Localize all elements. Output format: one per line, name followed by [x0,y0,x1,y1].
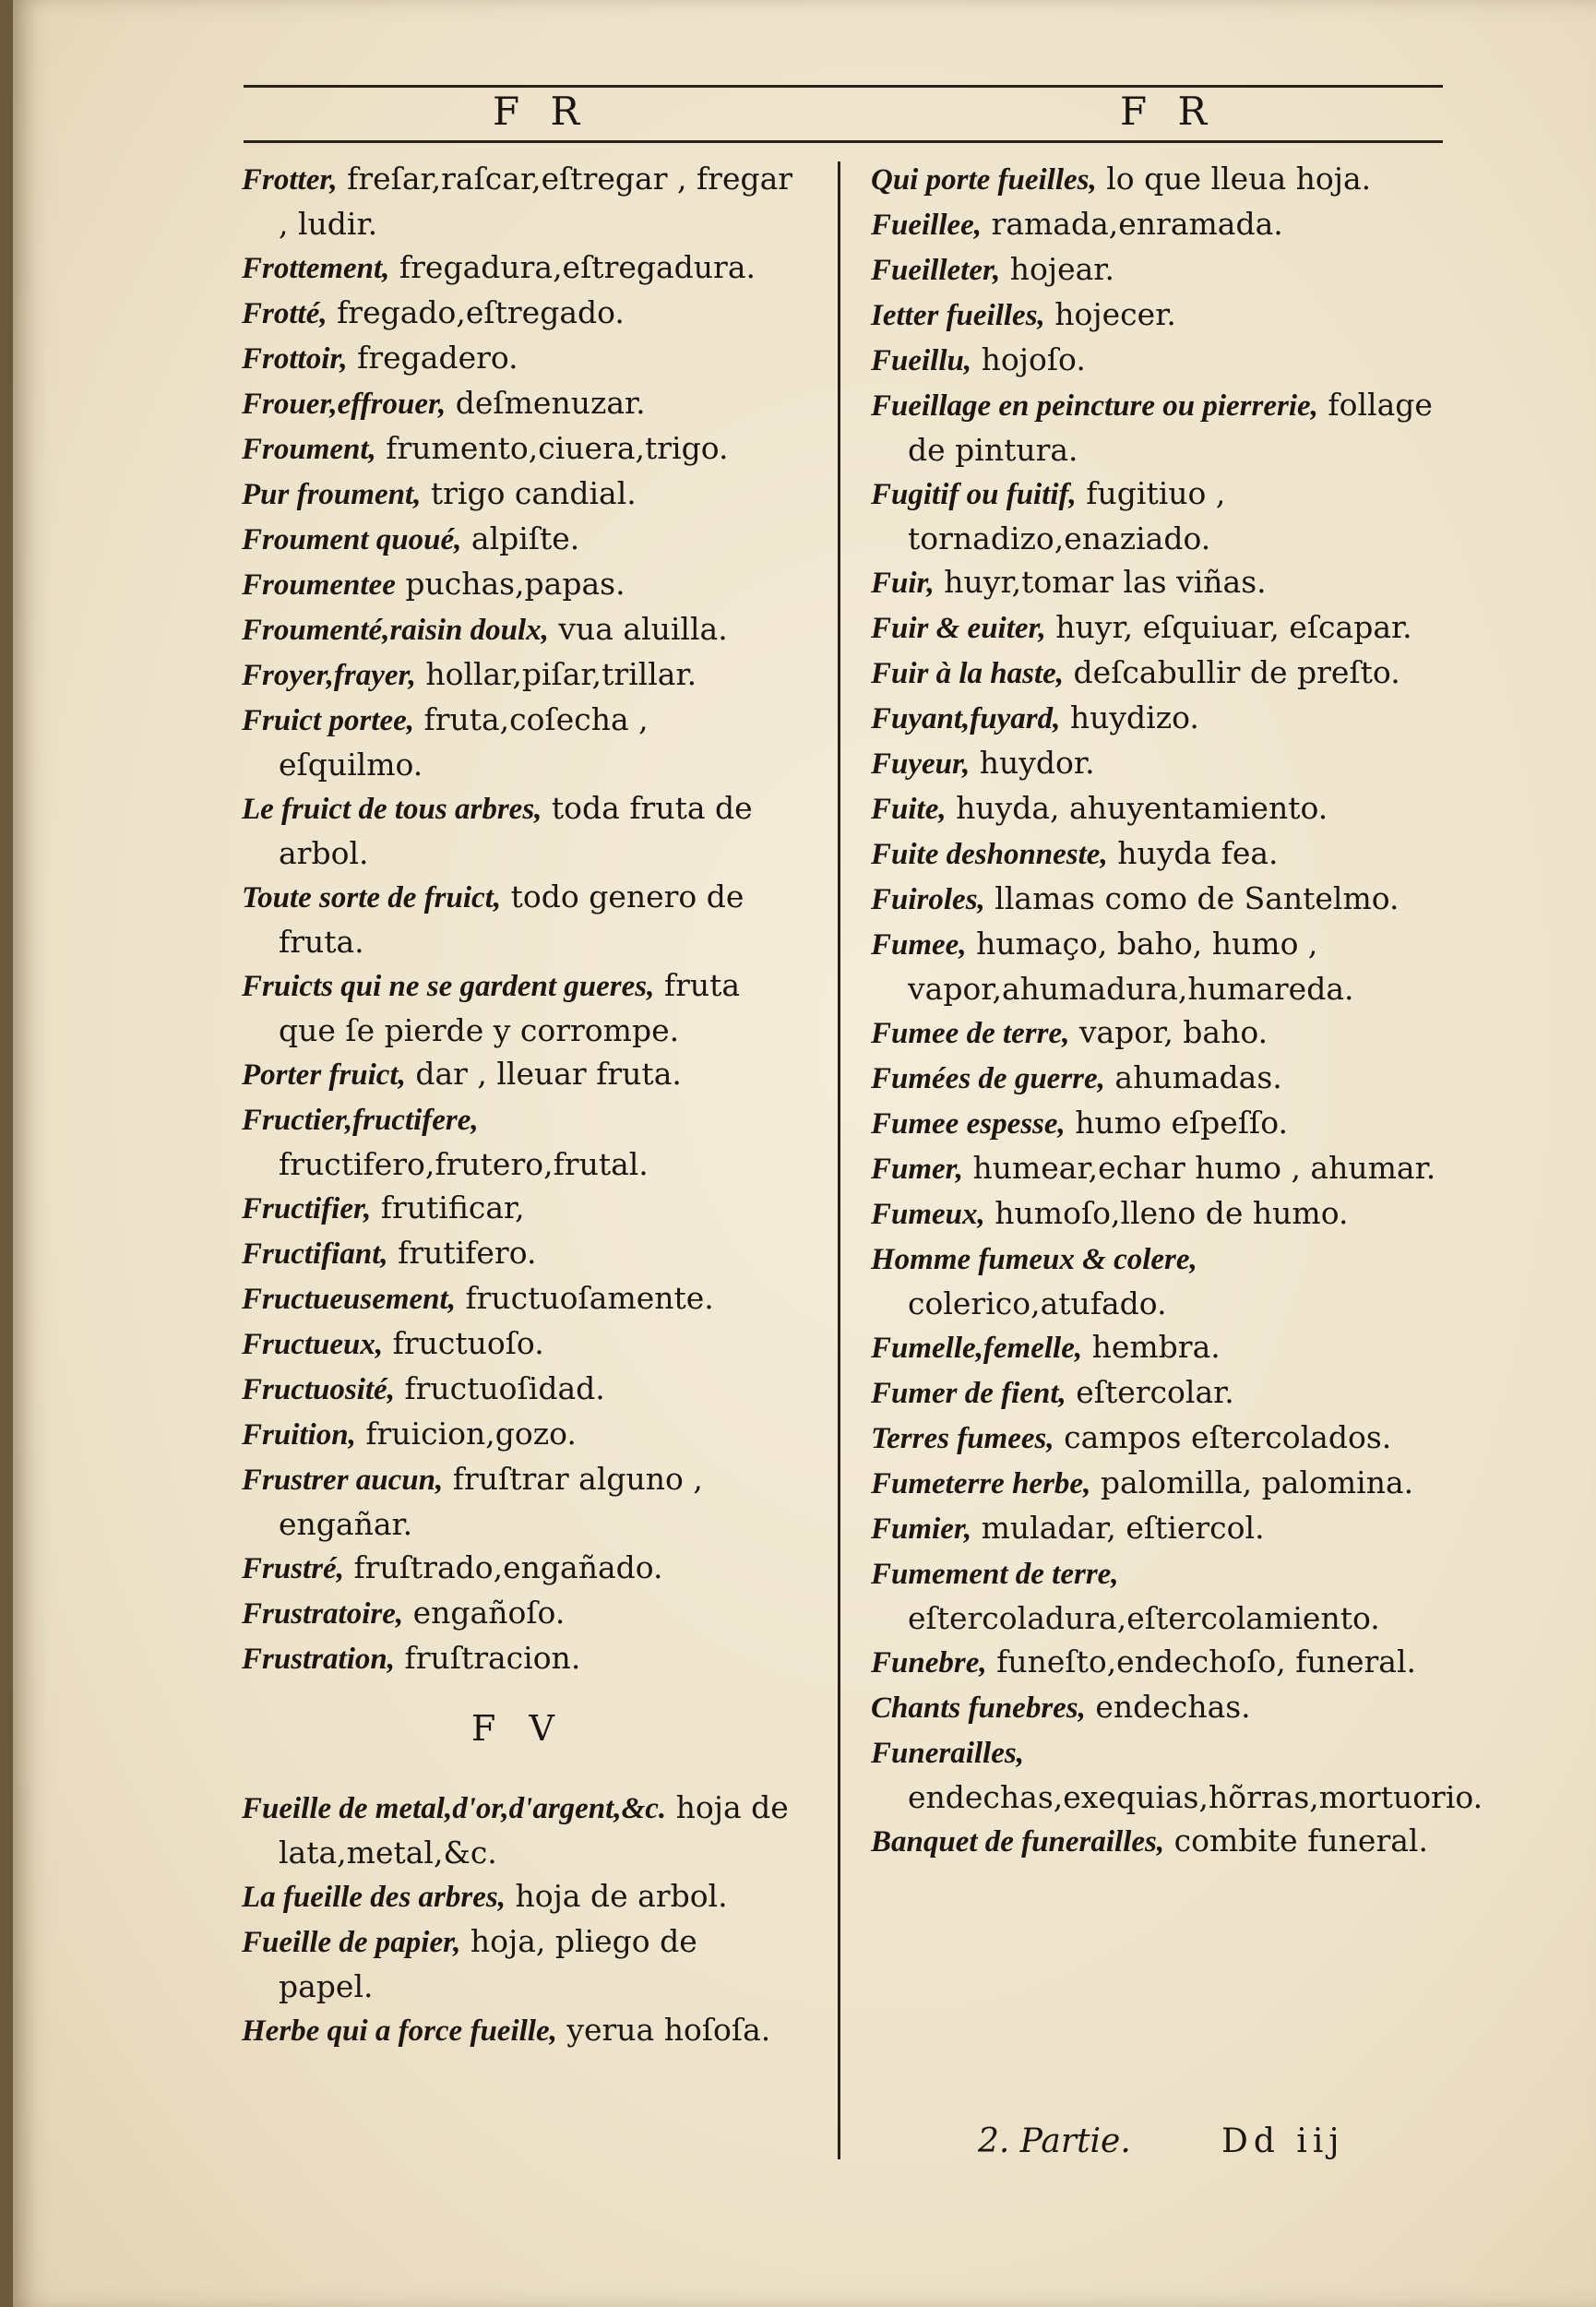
headword: Froumenté,raisin doulx, [242,614,549,647]
definition: huyr,tomar las viñas. [934,564,1267,600]
headword: Le fruict de tous arbres, [242,793,542,826]
headword: Fumelle,femelle, [871,1332,1083,1365]
header-rule [244,140,1443,143]
headword: Terres fumees, [871,1422,1054,1455]
definition: huyda, ahuyentamiento. [946,790,1328,826]
definition: hoja, pliego de papel. [279,1923,697,2004]
dictionary-entry [242,472,795,517]
dictionary-entry [242,1097,795,1186]
definition: endechas. [1085,1689,1251,1725]
definition: hoja de lata,metal,&c. [279,1789,789,1871]
dictionary-entry [242,381,795,426]
headword: Froument quoué, [242,523,462,556]
definition: eſtercolar. [1066,1374,1234,1410]
definition: alpiſte. [461,520,580,556]
definition: puchas,papas. [395,566,625,602]
dictionary-entry [871,1146,1461,1191]
definition: eſtercoladura,eſtercolamiento. [908,1600,1380,1636]
dictionary-entry [242,157,795,245]
definition: dar , lleuar fruta. [405,1056,682,1092]
dictionary-entry [242,1412,795,1457]
headword: Fuyant,fuyard, [871,702,1061,735]
definition: fructuoſidad. [394,1370,605,1406]
headword: Fueillu, [871,344,972,377]
dictionary-entry [242,517,795,562]
headword: Fruicts qui ne se gardent gueres, [242,970,655,1003]
definition: endechas,exequias,hõrras,mortuorio. [908,1779,1483,1815]
headword: Fuir à la haste, [871,657,1065,690]
dictionary-entry [242,1457,795,1546]
dictionary-entry [871,605,1461,651]
dictionary-entry [871,1730,1483,1819]
headword: Fumeterre herbe, [871,1467,1091,1500]
headword: Frottoir, [242,342,348,376]
headword: Frustrer aucun, [242,1464,444,1497]
definition: huyda fea. [1107,835,1279,871]
definition: frutifero. [387,1235,537,1271]
dictionary-entry [242,607,795,652]
definition: deſmenuzar. [446,385,646,421]
headword: Fruition, [242,1418,356,1452]
headword: Frustration, [242,1643,395,1676]
dictionary-entry [871,157,1461,202]
definition: fructuoſamente. [455,1280,714,1316]
headword: Frottement, [242,252,390,285]
definition: campos eſtercolados. [1054,1419,1392,1455]
footer-signature: Dd iij [1221,2122,1345,2160]
headword: Frustré, [242,1552,344,1585]
definition: hojecer. [1044,296,1176,332]
right-column [871,157,1483,1864]
dictionary-entry [871,696,1461,741]
headword: Frouer,effrouer, [242,388,447,421]
headword: Fumeux, [871,1198,985,1231]
dictionary-entry [871,1325,1461,1370]
headword: La fueille des arbres, [242,1881,506,1914]
headword: Qui porte fueilles, [871,163,1097,197]
dictionary-entry [871,1010,1461,1056]
definition: deſcabullir de preſto. [1064,654,1400,690]
headword: Fumee espesse, [871,1107,1066,1141]
dictionary-entry [242,1874,795,1919]
definition: trigo candial. [421,475,637,511]
definition: vapor, baho. [1069,1014,1268,1050]
definition: muladar, eſtiercol. [971,1510,1265,1546]
headword: Fugitif ou fuitif, [871,478,1077,511]
headword: Funebre, [871,1646,987,1679]
definition: freſar,raſcar,eſtregar , fregar , ludir. [279,161,793,242]
definition: fugitiuo , tornadizo,enaziado. [908,475,1226,556]
definition: hojoſo. [971,341,1086,377]
definition: hollar,piſar,trillar. [415,656,697,692]
headword: Fueille de metal,d'or,d'argent,&c. [242,1792,667,1825]
dictionary-entry [242,1052,795,1097]
dictionary-entry [871,1370,1461,1416]
headword: Fumer de fient, [871,1377,1066,1410]
dictionary-entry [871,1416,1461,1461]
dictionary-entry [242,1919,795,2008]
headword: Fueille de papier, [242,1926,461,1959]
definition: huydor. [970,745,1095,781]
definition: frumento,ciuera,trigo. [375,430,729,466]
dictionary-entry [242,652,795,698]
definition: ramada,enramada. [982,206,1283,242]
dictionary-entry [242,291,795,336]
headword: Fumées de guerre, [871,1062,1105,1095]
dictionary-entry [871,651,1461,696]
top-rule [244,85,1443,88]
dictionary-entry [871,383,1461,472]
dictionary-entry [242,245,795,291]
dictionary-entry [242,2008,795,2053]
definition: fruſtrar alguno , engañar. [279,1461,703,1542]
dictionary-entry [871,560,1461,605]
definition: fruta,coſecha , eſquilmo. [279,701,649,783]
dictionary-entry [242,1591,795,1636]
dictionary-entry [871,922,1461,1010]
dictionary-entry [242,963,795,1052]
headword: Fueillee, [871,209,983,242]
headword: Fructifier, [242,1192,372,1225]
definition: yerua hoſoſa. [556,2012,771,2048]
headword: Funerailles, [871,1737,1024,1770]
definition: colerico,atufado. [908,1285,1167,1321]
dictionary-entry [242,1186,795,1231]
headword: Fructifiant, [242,1237,388,1271]
definition: fregadero. [347,340,518,376]
definition: fregadura,eſtregadura. [389,249,756,285]
running-head-left: F R [493,89,590,134]
dictionary-entry [242,1321,795,1367]
headword: Fuir, [871,567,935,600]
dictionary-entry [242,1786,795,1874]
headword: Frustratoire, [242,1597,404,1631]
definition: funeſto,endechoſo, funeral. [986,1644,1417,1679]
definition: frutificar, [371,1189,525,1225]
column-divider [838,161,840,2159]
running-head-right: F R [1120,89,1217,134]
definition: combite funeral. [1164,1823,1428,1859]
left-entries [242,157,795,1681]
definition: fructifero,frutero,frutal. [279,1146,649,1182]
definition: lo que lleua hoja. [1096,161,1372,197]
headword: Fueillage en peincture ou pierrerie, [871,389,1318,423]
headword: Fuyeur, [871,747,971,781]
headword: Fructueux, [242,1328,384,1361]
dictionary-entry [242,336,795,381]
dictionary-entry [871,202,1461,247]
book-page [13,0,1596,2307]
headword: Herbe qui a force fueille, [242,2014,557,2048]
dictionary-entry [871,247,1461,293]
section-heading: F V [471,1708,566,1749]
dictionary-entry [871,1237,1461,1325]
headword: Fruict portee, [242,704,414,737]
headword: Froyer,frayer, [242,659,416,692]
headword: Fuiroles, [871,883,985,916]
definition: humo eſpeſſo. [1065,1105,1289,1141]
dictionary-entry [871,1191,1461,1237]
headword: Fructuosité, [242,1373,395,1406]
right-entries [871,157,1483,1864]
headword: Frotté, [242,297,328,330]
dictionary-entry [871,472,1461,560]
definition: todo genero de fruta. [279,879,744,960]
dictionary-entry [871,338,1461,383]
dictionary-entry [871,1056,1461,1101]
definition: follage de pintura. [908,387,1433,468]
headword: Fumier, [871,1512,972,1546]
dictionary-entry [242,698,795,786]
headword: Fueilleter, [871,254,1001,287]
dictionary-entry [871,831,1461,877]
definition: llamas como de Santelmo. [984,880,1399,916]
dictionary-entry [242,1546,795,1591]
definition: hoja de arbol. [505,1878,728,1914]
headword: Frotter, [242,163,338,197]
definition: hojear. [1000,251,1114,287]
definition: huyr, eſquiuar, eſcapar. [1045,609,1412,645]
headword: Froument, [242,433,376,466]
dictionary-entry [242,875,795,963]
headword: Fumee, [871,928,967,962]
dictionary-entry [871,1640,1461,1685]
dictionary-entry [871,786,1461,831]
headword: Pur froument, [242,478,422,511]
dictionary-entry [871,1685,1461,1730]
definition: fregado,eſtregado. [327,294,625,330]
headword: Fuite deshonneste, [871,838,1108,871]
dictionary-entry [871,1551,1461,1640]
definition: palomilla, palomina. [1090,1464,1414,1500]
dictionary-entry [242,562,795,607]
dictionary-entry [242,1636,795,1681]
left-fv-entries [242,1786,795,2053]
headword: Fuite, [871,793,947,826]
dictionary-entry [242,1231,795,1276]
headword: Fructueusement, [242,1283,456,1316]
dictionary-entry [242,786,795,875]
headword: Chants funebres, [871,1691,1086,1725]
headword: Fumer, [871,1153,963,1186]
definition: fructuoſo. [383,1325,544,1361]
dictionary-entry [871,1101,1461,1146]
headword: Fuir & euiter, [871,612,1046,645]
definition: huydizo. [1060,699,1199,735]
definition: fruſtrado,engañado. [343,1549,663,1585]
dictionary-entry [871,1819,1461,1864]
definition: ahumadas. [1104,1059,1282,1095]
footer-part: 2. Partie. [978,2122,1131,2160]
headword: Porter fruict, [242,1058,406,1092]
left-column [242,157,795,2053]
headword: Fructier,fructifere, [242,1104,479,1137]
headword: Fumement de terre, [871,1558,1119,1591]
headword: Toute sorte de fruict, [242,881,502,914]
dictionary-entry [242,426,795,472]
definition: fruta que ſe pierde y corrompe. [279,967,741,1048]
definition: vua aluilla. [548,611,728,647]
definition: toda fruta de arbol. [279,790,753,871]
headword: Banquet de funerailles, [871,1825,1165,1859]
headword: Froumentee [242,568,396,602]
definition: hembra. [1082,1329,1221,1365]
definition: humaço, baho, humo , vapor,ahumadura,humareda. [908,926,1354,1007]
definition: humear,echar humo , ahumar. [962,1150,1436,1186]
dictionary-entry [871,1506,1461,1551]
definition: engañoſo. [403,1595,566,1631]
dictionary-entry [242,1276,795,1321]
headword: Fumee de terre, [871,1017,1070,1050]
definition: fruicion,gozo. [355,1416,577,1452]
headword: Ietter fueilles, [871,299,1045,332]
dictionary-entry [242,1367,795,1412]
dictionary-entry [871,293,1461,338]
dictionary-entry [871,1461,1461,1506]
headword: Homme fumeux & colere, [871,1243,1197,1276]
dictionary-entry [871,877,1461,922]
definition: humoſo,lleno de humo. [984,1195,1349,1231]
definition: fruſtracion. [395,1640,581,1676]
dictionary-entry [871,741,1461,786]
